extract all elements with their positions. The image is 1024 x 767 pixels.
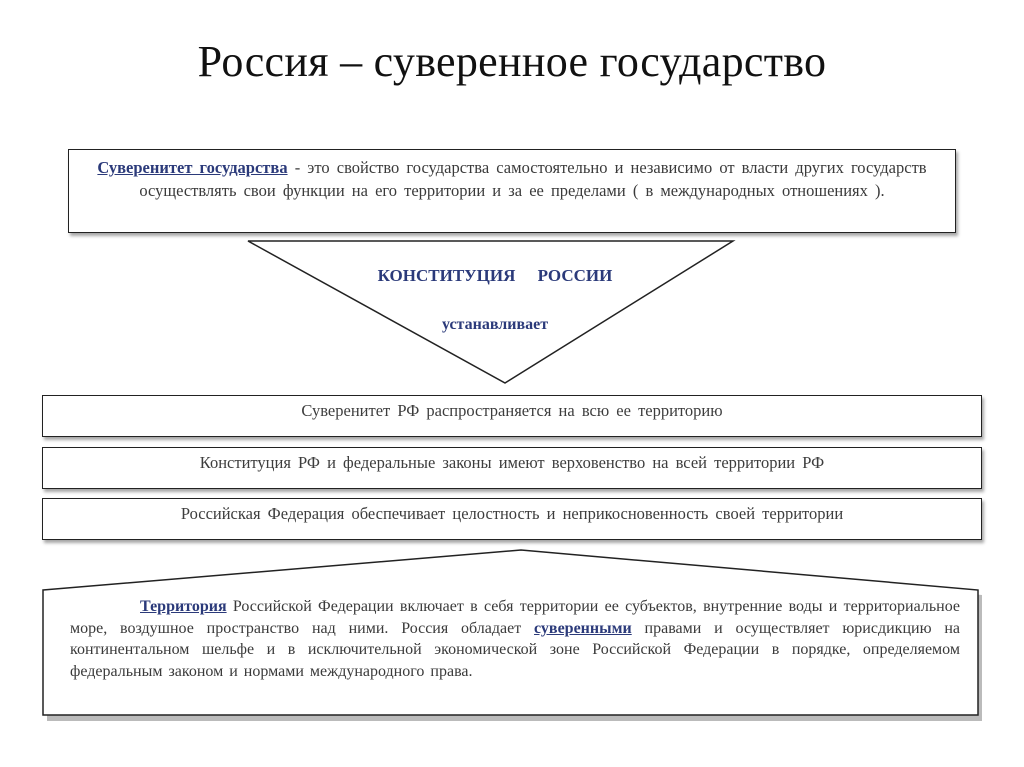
territory-text-before: Российской Федерации включает в себя территории ее субъектов, внутренние воды и территориальное море, воздушное пространство над ними. Россия обладает (70, 598, 961, 637)
definition-body: - это свойство государства самостоятельно и независимо от власти других государств осуществлять свои функции на его территории и за ее пределами ( в международных отношениях ). (139, 158, 927, 200)
definition-term: Суверенитет государства (97, 158, 288, 177)
constitution-triangle (248, 241, 733, 383)
statement-box-2 (42, 447, 982, 489)
statement-text-2: Конституция РФ и федеральные законы имеют верховенство на всей территории РФ (199, 453, 825, 472)
statement-box-1 (42, 395, 982, 437)
statement-text-1: Суверенитет РФ распространяется на всю ее территорию (301, 401, 723, 420)
sovereignty-definition-box (68, 149, 956, 233)
triangle-title: КОНСТИТУЦИЯ РОССИИ (377, 266, 613, 285)
territory-text (70, 596, 960, 682)
territory-highlight: суверенными (534, 619, 632, 637)
statement-text-3: Российская Федерация обеспечивает целостность и неприкосновенность своей территории (180, 504, 844, 523)
statement-box-3 (42, 498, 982, 540)
page-title: Россия – суверенное государство (197, 37, 827, 86)
territory-text-after: правами и осуществляет юрисдикцию на континентальном шельфе и в исключительной экономической зоне Российской Федерации в порядке, определяемом федеральным законом и нормами международного права. (70, 619, 961, 680)
territory-term: Территория (140, 598, 227, 615)
definition-text (89, 156, 935, 202)
triangle-subtitle: устанавливает (441, 316, 549, 333)
